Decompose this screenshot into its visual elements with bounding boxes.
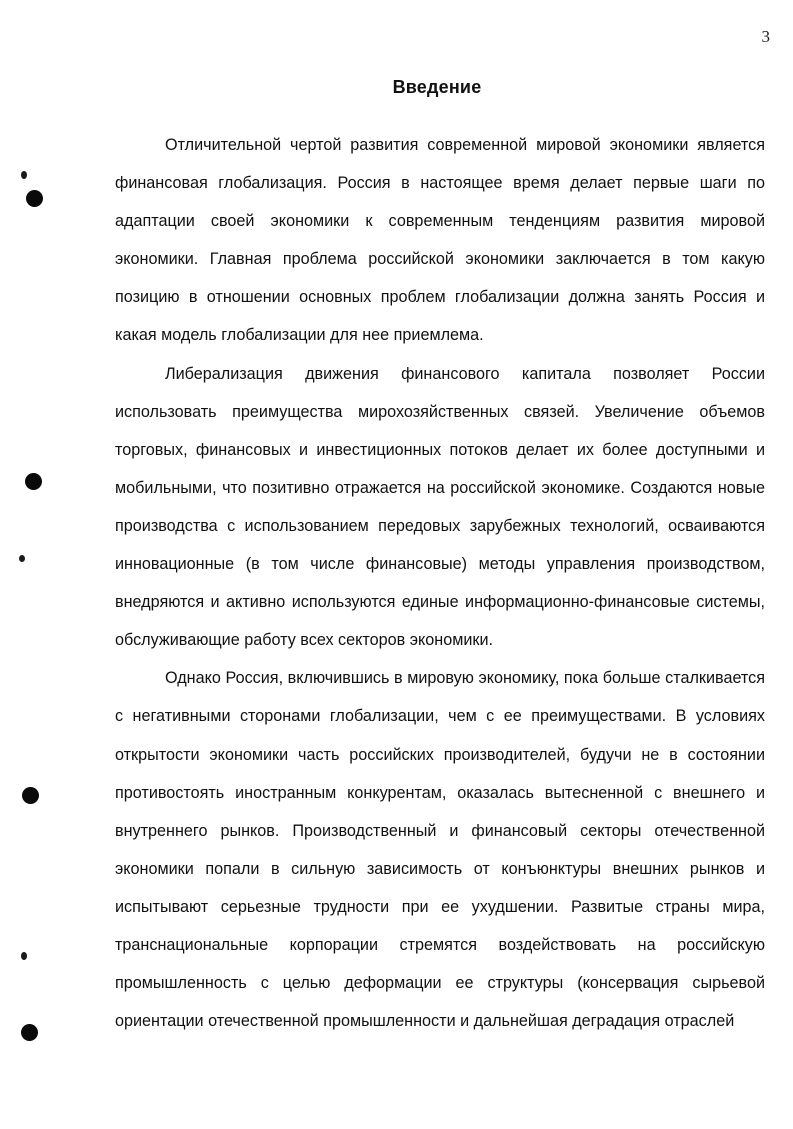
paragraph-2: Либерализация движения финансового капитала позволяет России использовать преимущества мирохозяйственных связей. Увеличение объемов торговых, финансовых и инвестиционных потоков делает их более доступными и мобильными, что позитивно отражается на российской экономике. Создаются новые производства с использованием передовых зарубежных технологий, осваиваются инновационные (в том числе финансовые) методы управления производством, внедряются и активно используются единые информационно-финансовые системы, обслуживающие работу всех секторов экономики. [115,364,765,650]
punch-hole-1 [26,190,43,207]
paragraph-1: Отличительной чертой развития современной мировой экономики является финансовая глобализация. Россия в настоящее время делает первые шаги по адаптации своей экономики к современным тенденциям развития мировой экономики. Главная проблема российской экономики заключается в том какую позицию в отношении основных проблем глобализации должна занять Россия и какая модель глобализации для нее приемлема. [115,136,765,345]
scan-speck-3 [21,952,27,960]
page-number: 3 [761,27,770,46]
punch-hole-4 [21,1024,38,1041]
punch-hole-2 [25,473,42,490]
page-title: Введение [392,77,482,97]
scan-speck-2 [19,555,25,562]
scan-speck-1 [21,171,27,179]
paragraph-3: Однако Россия, включившись в мировую экономику, пока больше сталкивается с негативными сторонами глобализации, чем с ее преимуществами. В условиях открытости экономики часть российских производителей, будучи не в состоянии противостоять иностранным конкурентам, оказалась вытесненной с внешнего и внутреннего рынков. Производственный и финансовый секторы отечественной экономики попали в сильную зависимость от конъюнктуры внешних рынков и испытывают серьезные трудности при ее ухудшении. Развитые страны мира, транснациональные корпорации стремятся воздействовать на российскую промышленность с целью деформации ее структуры (консервация сырьевой ориентации отечественной промышленности и дальнейшая деградация отраслей [115,669,765,1031]
punch-hole-3 [22,787,39,804]
document-body [115,126,765,1040]
